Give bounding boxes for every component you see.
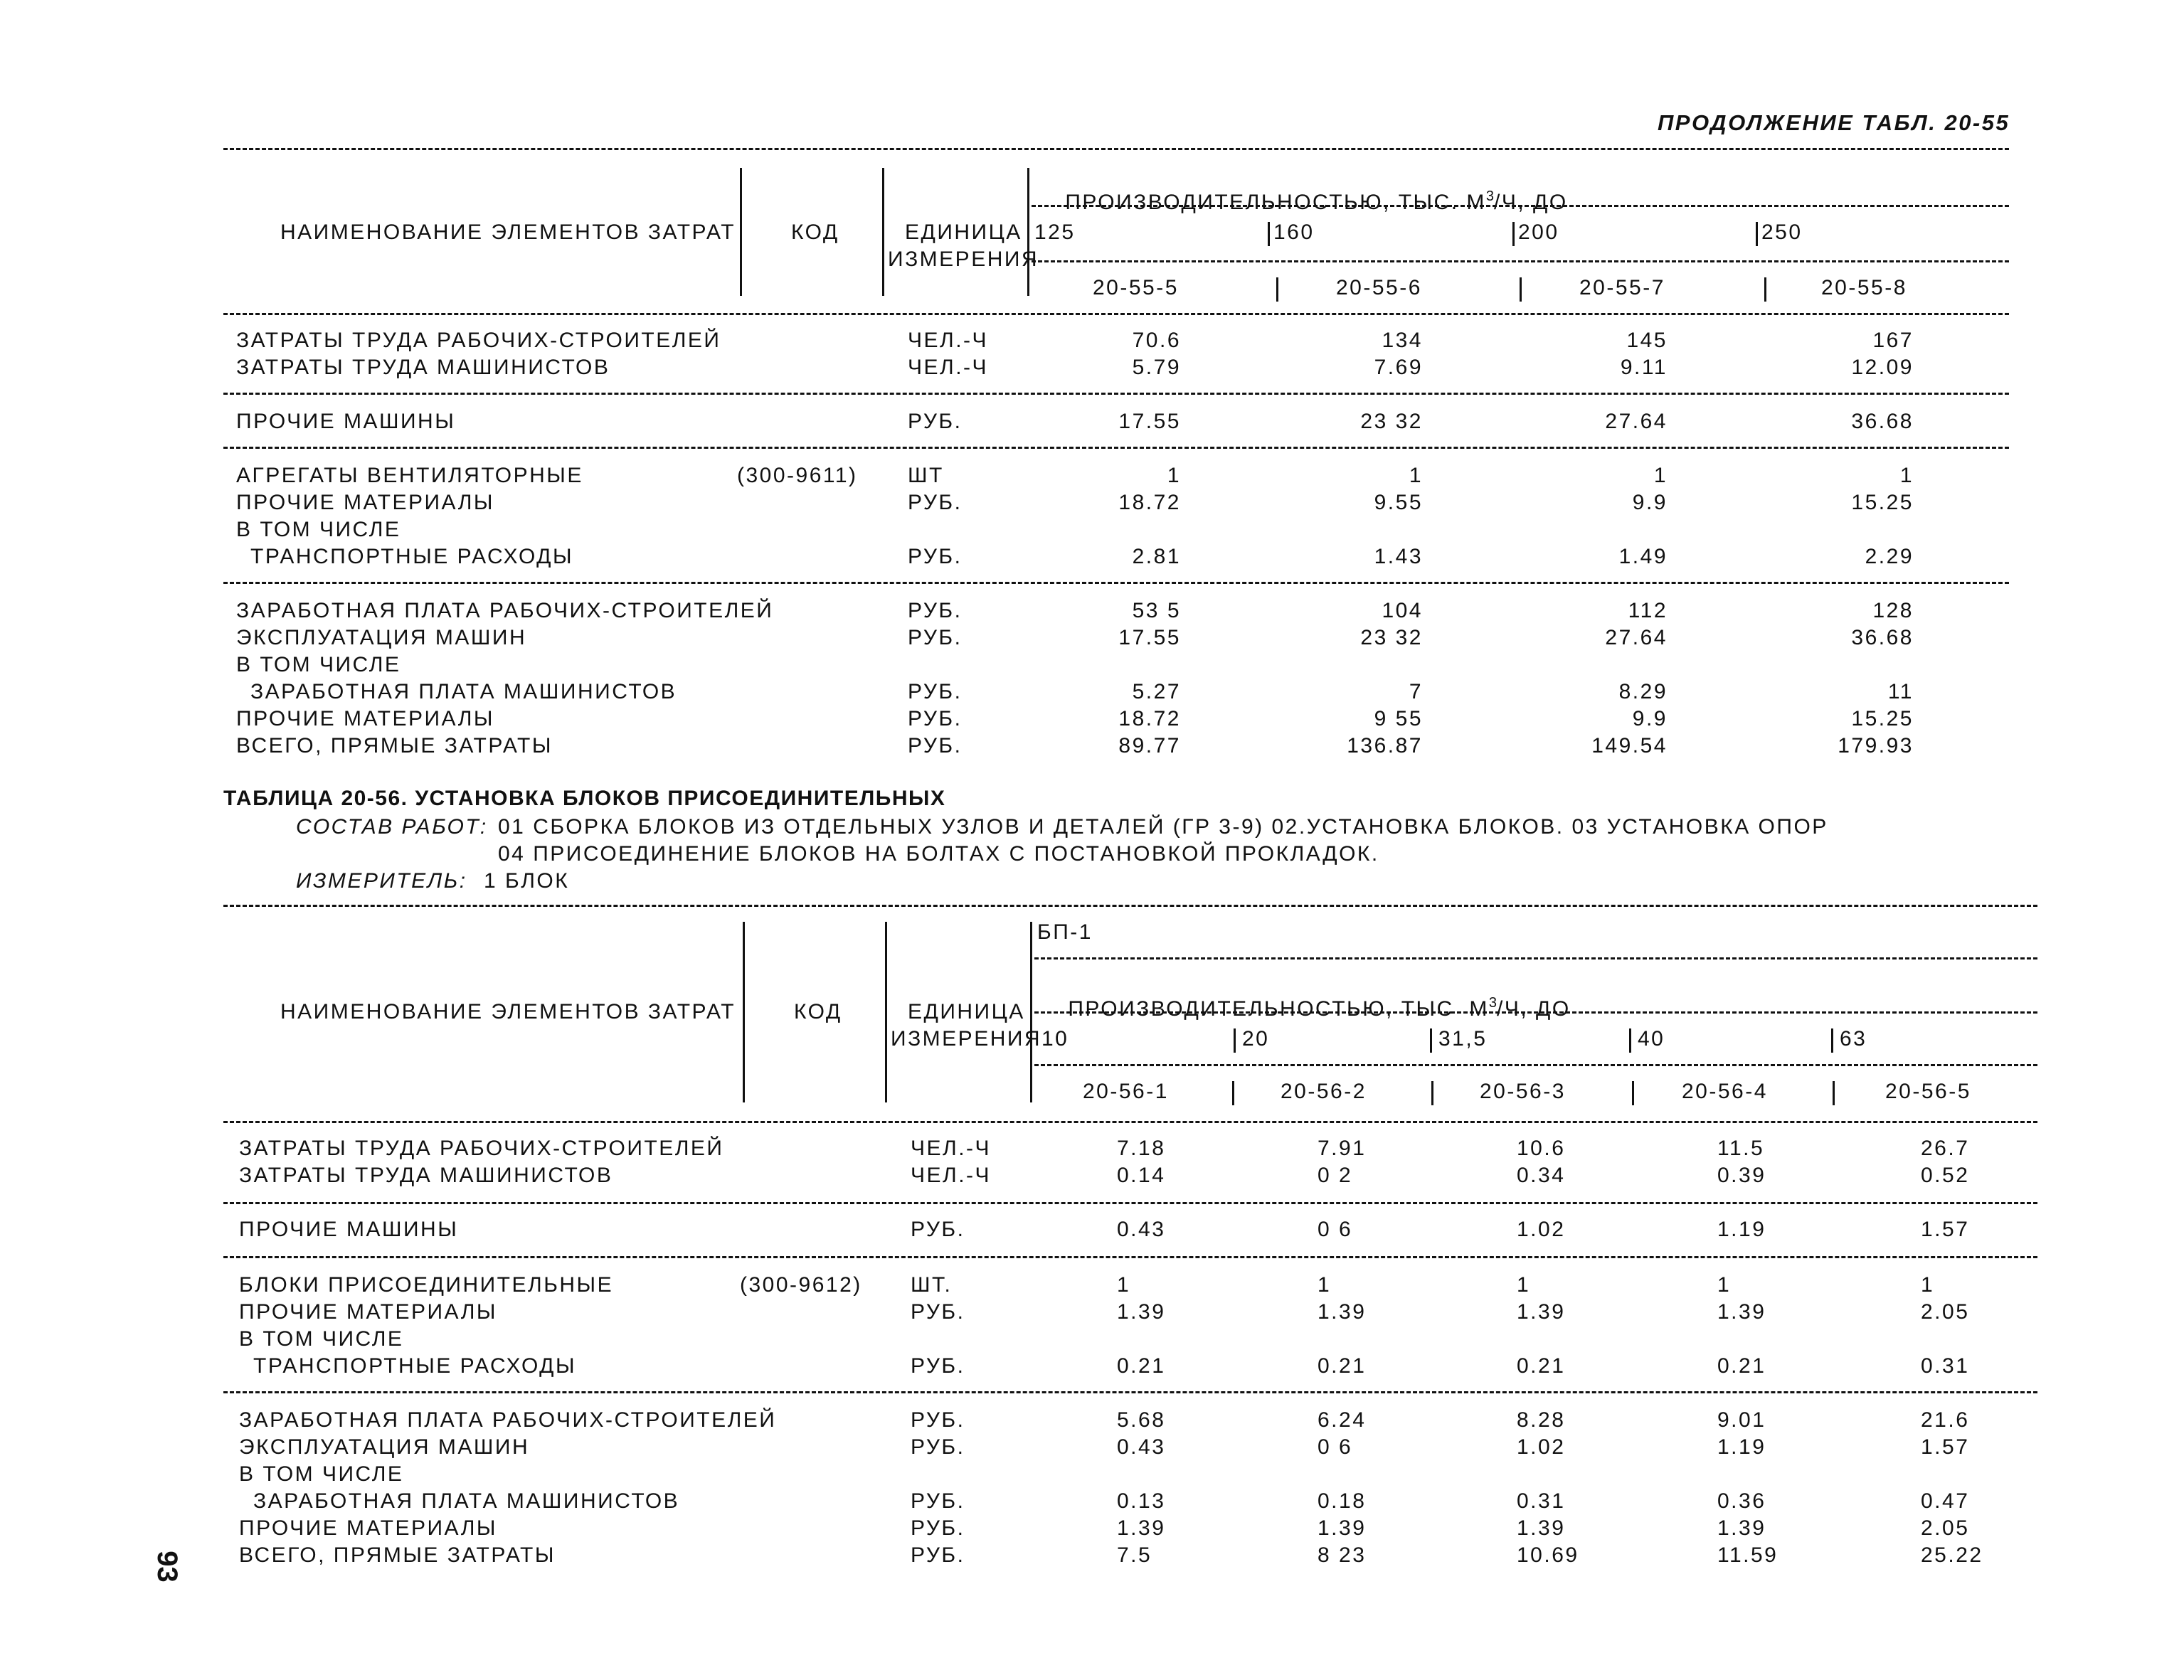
table2-row-value: 0.21 <box>1717 1354 1766 1378</box>
table1-row-value: 9.11 <box>1620 356 1668 379</box>
table2-code-divider <box>1431 1081 1433 1105</box>
table1-row-value: 27.64 <box>1605 626 1668 649</box>
table2-capacity-value: 40 <box>1638 1027 1665 1051</box>
table1-row-name: ПРОЧИЕ МАШИНЫ <box>236 410 456 433</box>
table2-row-value: 0.34 <box>1517 1164 1566 1187</box>
table2-row-value: 0.36 <box>1717 1489 1766 1513</box>
table2-row-value: 7.18 <box>1117 1137 1166 1160</box>
table2-row-value: 1.57 <box>1921 1435 1970 1459</box>
table2-row-name: ТРАНСПОРТНЫЕ РАСХОДЫ <box>253 1354 577 1378</box>
table1-column-code: 20-55-6 <box>1336 276 1422 299</box>
table2-row-name: ПРОЧИЕ МАШИНЫ <box>239 1218 459 1241</box>
table1-row-value: 1 <box>1409 464 1423 487</box>
table2-header-divider <box>1030 922 1032 1102</box>
continuation-title: ПРОДОЛЖЕНИЕ ТАБЛ. 20-55 <box>1658 110 2010 135</box>
table1-row-value: 70.6 <box>1132 329 1181 352</box>
table2-capacity-divider <box>1430 1028 1432 1053</box>
table1-row-value: 7 <box>1409 680 1423 703</box>
table2-header-divider <box>743 922 745 1102</box>
table1-column-code: 20-55-7 <box>1579 276 1665 299</box>
table2-row-value: 1.19 <box>1717 1435 1766 1459</box>
table1-capacity-value: 200 <box>1518 220 1559 244</box>
table2-row-name: ЗАТРАТЫ ТРУДА РАБОЧИХ-СТРОИТЕЛЕЙ <box>239 1137 724 1160</box>
table1-row-value: 18.72 <box>1118 707 1181 730</box>
table2-row-value: 11.59 <box>1717 1543 1779 1567</box>
table1-row-value: 2.81 <box>1132 545 1181 568</box>
table2-row-unit: РУБ. <box>911 1354 965 1378</box>
table2-row-value: 0.14 <box>1117 1164 1166 1187</box>
table2-code-divider <box>1833 1081 1835 1105</box>
table1-row-value: 9.9 <box>1632 707 1668 730</box>
table1-row-value: 136.87 <box>1347 734 1423 757</box>
table2-row-value: 1 <box>1517 1273 1531 1297</box>
table2-row-value: 6.24 <box>1318 1408 1367 1432</box>
table1-row-value: 7.69 <box>1374 356 1423 379</box>
table2-header-rule <box>1034 1011 2037 1014</box>
table1-row-value: 1 <box>1167 464 1181 487</box>
table2-row-value: 1.39 <box>1117 1516 1166 1540</box>
table2-row-value: 1.39 <box>1717 1300 1766 1324</box>
table2-row-value: 1.39 <box>1318 1300 1367 1324</box>
table2-code-divider <box>1632 1081 1634 1105</box>
table2-row-value: 0.21 <box>1318 1354 1367 1378</box>
table2-column-code: 20-56-3 <box>1480 1080 1566 1103</box>
table1-row-value: 36.68 <box>1851 410 1914 433</box>
table1-row-name: ЗАРАБОТНАЯ ПЛАТА РАБОЧИХ-СТРОИТЕЛЕЙ <box>236 599 774 622</box>
table1-row-value: 112 <box>1628 599 1668 622</box>
table1-header-divider <box>740 168 742 296</box>
table1-row-value: 11 <box>1887 680 1914 703</box>
table2-row-name: ЗАРАБОТНАЯ ПЛАТА МАШИНИСТОВ <box>253 1489 680 1513</box>
table1-row-name: ПРОЧИЕ МАТЕРИАЛЫ <box>236 707 494 730</box>
table2-row-unit: РУБ. <box>911 1489 965 1513</box>
table1-group-rule <box>223 393 2009 395</box>
table2-code-divider <box>1232 1081 1234 1105</box>
table1-row-value: 9.9 <box>1632 491 1668 514</box>
table2-row-value: 1.39 <box>1517 1516 1566 1540</box>
table1-row-value: 1 <box>1899 464 1914 487</box>
table1-row-value: 17.55 <box>1118 626 1181 649</box>
table1-row-unit: ШТ <box>908 464 944 487</box>
table2-row-value: 2.05 <box>1921 1516 1970 1540</box>
table1-row-unit: РУБ. <box>908 707 963 730</box>
table2-row-value: 1.57 <box>1921 1218 1970 1241</box>
table2-column-code: 20-56-5 <box>1885 1080 1971 1103</box>
table2-row-unit: РУБ. <box>911 1218 965 1241</box>
table2-column-code: 20-56-2 <box>1281 1080 1367 1103</box>
table1-row-value: 17.55 <box>1118 410 1181 433</box>
table1-row-unit: РУБ. <box>908 491 963 514</box>
table2-unit-col-header: ЕДИНИЦА <box>908 1000 1025 1024</box>
table2-capacity-divider <box>1234 1028 1236 1053</box>
table1-row-value: 9.55 <box>1374 491 1423 514</box>
table1-code-divider <box>1764 277 1766 302</box>
table2-row-value: 1 <box>1318 1273 1332 1297</box>
table1-row-value: 18.72 <box>1118 491 1181 514</box>
table1-row-value: 179.93 <box>1838 734 1914 757</box>
table2-group-rule <box>223 1256 2037 1258</box>
table2-capacity-divider <box>1831 1028 1833 1053</box>
table2-row-name: ВСЕГО, ПРЯМЫЕ ЗАТРАТЫ <box>239 1543 556 1567</box>
table1-row-name: ВСЕГО, ПРЯМЫЕ ЗАТРАТЫ <box>236 734 553 757</box>
table1-header-rule <box>1032 205 2009 207</box>
table1-column-code: 20-55-8 <box>1821 276 1907 299</box>
table2-row-value: 25.22 <box>1921 1543 1983 1567</box>
table1-group-rule <box>223 447 2009 449</box>
table1-capacity-divider <box>1756 222 1758 246</box>
page-number: 93 <box>151 1551 183 1583</box>
table2-row-value: 7.91 <box>1318 1137 1367 1160</box>
table1-unit-col-header: ЕДИНИЦА <box>905 220 1022 244</box>
table2-header-divider <box>885 922 887 1102</box>
table1-row-name: ЗАТРАТЫ ТРУДА РАБОЧИХ-СТРОИТЕЛЕЙ <box>236 329 721 352</box>
table2-header-rule <box>1034 957 2037 959</box>
table2-row-name: ПРОЧИЕ МАТЕРИАЛЫ <box>239 1300 497 1324</box>
table2-row-value: 21.6 <box>1921 1408 1970 1432</box>
table2-row-value: 0 2 <box>1318 1164 1353 1187</box>
table1-row-value: 1.49 <box>1618 545 1668 568</box>
table2-row-name: В ТОМ ЧИСЛЕ <box>239 1462 404 1486</box>
table2-row-value: 1.39 <box>1117 1300 1166 1324</box>
table1-row-value: 12.09 <box>1851 356 1914 379</box>
table2-name-col-header: НАИМЕНОВАНИЕ ЭЛЕМЕНТОВ ЗАТРАТ <box>280 1000 736 1024</box>
table1-row-value: 104 <box>1382 599 1423 622</box>
table1-row-name: В ТОМ ЧИСЛЕ <box>236 518 401 541</box>
table2-row-unit: РУБ. <box>911 1300 965 1324</box>
table2-unit-col-header: ИЗМЕРЕНИЯ <box>891 1027 1042 1051</box>
table2-row-name: ЭКСПЛУАТАЦИЯ МАШИН <box>239 1435 530 1459</box>
table1-row-value: 89.77 <box>1118 734 1181 757</box>
table2-row-value: 1.39 <box>1318 1516 1367 1540</box>
table2-row-value: 5.68 <box>1117 1408 1166 1432</box>
table2-row-value: 1 <box>1717 1273 1732 1297</box>
table1-capacity-value: 125 <box>1034 220 1076 244</box>
table2-row-value: 0.31 <box>1517 1489 1566 1513</box>
table2-row-value: 8 23 <box>1318 1543 1367 1567</box>
table1-row-value: 36.68 <box>1851 626 1914 649</box>
table2-row-name: ПРОЧИЕ МАТЕРИАЛЫ <box>239 1516 497 1540</box>
table1-row-code: (300-9611) <box>737 464 858 487</box>
table1-row-unit: РУБ. <box>908 626 963 649</box>
table1-row-value: 15.25 <box>1851 707 1914 730</box>
table2-row-unit: РУБ. <box>911 1408 965 1432</box>
table1-header-divider <box>882 168 884 296</box>
table1-row-value: 9 55 <box>1374 707 1423 730</box>
table1-row-unit: РУБ. <box>908 680 963 703</box>
table2-row-name: ЗАРАБОТНАЯ ПЛАТА РАБОЧИХ-СТРОИТЕЛЕЙ <box>239 1408 777 1432</box>
table2-row-name: БЛОКИ ПРИСОЕДИНИТЕЛЬНЫЕ <box>239 1273 614 1297</box>
table2-row-value: 1 <box>1117 1273 1131 1297</box>
table1-row-name: ПРОЧИЕ МАТЕРИАЛЫ <box>236 491 494 514</box>
table1-row-value: 15.25 <box>1851 491 1914 514</box>
table1-code-divider <box>1276 277 1278 302</box>
table2-row-value: 2.05 <box>1921 1300 1970 1324</box>
table1-row-value: 27.64 <box>1605 410 1668 433</box>
table2-row-value: 1.39 <box>1517 1300 1566 1324</box>
table2-row-value: 9.01 <box>1717 1408 1766 1432</box>
composition-label: СОСТАВ РАБОТ: <box>296 815 488 839</box>
table2-row-value: 1 <box>1921 1273 1935 1297</box>
table2-capacity-value: 31,5 <box>1438 1027 1488 1051</box>
table2-row-value: 0 6 <box>1318 1218 1353 1241</box>
table2-row-unit: РУБ. <box>911 1543 965 1567</box>
table1-perf-heading: ПРОИЗВОДИТЕЛЬНОСТЬЮ, ТЫС. $М^3/Ч$, ДО <box>1065 188 1568 214</box>
table2-column-code: 20-56-4 <box>1682 1080 1768 1103</box>
table2-group-heading: БП-1 <box>1037 920 1093 944</box>
table1-row-name: В ТОМ ЧИСЛЕ <box>236 653 401 676</box>
table1-row-value: 8.29 <box>1618 680 1668 703</box>
table1-header-bottom-rule <box>223 313 2009 315</box>
table1-row-name: АГРЕГАТЫ ВЕНТИЛЯТОРНЫЕ <box>236 464 583 487</box>
table1-row-unit: РУБ. <box>908 734 963 757</box>
table1-unit-col-header: ИЗМЕРЕНИЯ <box>888 248 1039 271</box>
table1-row-name: ЭКСПЛУАТАЦИЯ МАШИН <box>236 626 527 649</box>
table2-row-unit: ШТ. <box>911 1273 953 1297</box>
table2-capacity-value: 10 <box>1041 1027 1069 1051</box>
table2-row-value: 0.39 <box>1717 1164 1766 1187</box>
table2-row-value: 0.43 <box>1117 1435 1166 1459</box>
table1-row-value: 53 5 <box>1132 599 1181 622</box>
table2-row-code: (300-9612) <box>740 1273 862 1297</box>
table1-row-value: 1.43 <box>1374 545 1423 568</box>
table1-group-rule <box>223 582 2009 584</box>
table1-capacity-divider <box>1512 222 1515 246</box>
composition-line-2: 04 ПРИСОЕДИНЕНИЕ БЛОКОВ НА БОЛТАХ С ПОСТАНОВКОЙ ПРОКЛАДОК. <box>498 842 1379 866</box>
table2-row-name: В ТОМ ЧИСЛЕ <box>239 1327 404 1351</box>
table2-group-rule <box>223 1391 2037 1393</box>
table2-row-value: 26.7 <box>1921 1137 1970 1160</box>
table2-row-unit: РУБ. <box>911 1435 965 1459</box>
table1-row-value: 134 <box>1382 329 1423 352</box>
table2-row-value: 0.13 <box>1117 1489 1166 1513</box>
table1-row-value: 1 <box>1653 464 1668 487</box>
table2-row-value: 0 6 <box>1318 1435 1353 1459</box>
table1-row-unit: РУБ. <box>908 545 963 568</box>
table2-code-col-header: КОД <box>794 1000 842 1024</box>
table1-capacity-divider <box>1268 222 1270 246</box>
table1-row-unit: ЧЕЛ.-Ч <box>908 356 989 379</box>
table1-row-unit: ЧЕЛ.-Ч <box>908 329 989 352</box>
table1-capacity-value: 160 <box>1273 220 1315 244</box>
table1-top-rule <box>223 148 2009 150</box>
table1-row-value: 167 <box>1872 329 1914 352</box>
table1-row-name: ЗАТРАТЫ ТРУДА МАШИНИСТОВ <box>236 356 610 379</box>
table2-row-value: 1.19 <box>1717 1218 1766 1241</box>
table1-row-value: 149.54 <box>1591 734 1668 757</box>
meter-value: 1 БЛОК <box>484 869 570 893</box>
table2-row-value: 10.69 <box>1517 1543 1579 1567</box>
table1-row-value: 5.79 <box>1132 356 1181 379</box>
table1-row-value: 128 <box>1872 599 1914 622</box>
table1-row-unit: РУБ. <box>908 599 963 622</box>
table1-row-value: 23 32 <box>1360 626 1423 649</box>
table1-row-value: 23 32 <box>1360 410 1423 433</box>
table2-perf-heading: ПРОИЗВОДИТЕЛЬНОСТЬЮ, ТЫС $М^3/Ч$, ДО <box>1068 995 1571 1021</box>
meter-label: ИЗМЕРИТЕЛЬ: <box>296 869 467 893</box>
table2-header-bottom-rule <box>223 1121 2037 1123</box>
table2-row-unit: ЧЕЛ.-Ч <box>911 1137 992 1160</box>
table1-row-value: 2.29 <box>1865 545 1914 568</box>
table1-header-rule <box>1032 260 2009 262</box>
table2-row-value: 0.18 <box>1318 1489 1367 1513</box>
table2-row-value: 0.31 <box>1921 1354 1970 1378</box>
table1-capacity-value: 250 <box>1761 220 1803 244</box>
table2-row-value: 7.5 <box>1117 1543 1152 1567</box>
table2-capacity-value: 20 <box>1242 1027 1270 1051</box>
table1-row-name: ТРАНСПОРТНЫЕ РАСХОДЫ <box>250 545 574 568</box>
table2-row-value: 1.02 <box>1517 1218 1566 1241</box>
table2-group-rule <box>223 1202 2037 1204</box>
table2-row-value: 1.02 <box>1517 1435 1566 1459</box>
table2-row-value: 0.52 <box>1921 1164 1970 1187</box>
table1-header-divider <box>1027 168 1029 296</box>
table2-capacity-value: 63 <box>1840 1027 1867 1051</box>
table2-row-value: 8.28 <box>1517 1408 1566 1432</box>
table1-row-name: ЗАРАБОТНАЯ ПЛАТА МАШИНИСТОВ <box>250 680 677 703</box>
table2-header-rule <box>1034 1064 2037 1066</box>
table1-column-code: 20-55-5 <box>1093 276 1179 299</box>
table1-row-value: 145 <box>1626 329 1668 352</box>
table2-row-value: 11.5 <box>1717 1137 1765 1160</box>
table1-code-col-header: КОД <box>791 220 839 244</box>
table2-row-unit: РУБ. <box>911 1516 965 1540</box>
table1-name-col-header: НАИМЕНОВАНИЕ ЭЛЕМЕНТОВ ЗАТРАТ <box>280 220 736 244</box>
table1-code-divider <box>1520 277 1522 302</box>
table2-row-unit: ЧЕЛ.-Ч <box>911 1164 992 1187</box>
table1-row-value: 5.27 <box>1132 680 1181 703</box>
table1-row-unit: РУБ. <box>908 410 963 433</box>
table2-row-value: 1.39 <box>1717 1516 1766 1540</box>
table2-row-value: 0.43 <box>1117 1218 1166 1241</box>
table2-row-name: ЗАТРАТЫ ТРУДА МАШИНИСТОВ <box>239 1164 613 1187</box>
table2-column-code: 20-56-1 <box>1083 1080 1169 1103</box>
table2-row-value: 0.47 <box>1921 1489 1970 1513</box>
table2-row-value: 0.21 <box>1117 1354 1166 1378</box>
table2-title: ТАБЛИЦА 20-56. УСТАНОВКА БЛОКОВ ПРИСОЕДИНИТЕЛЬНЫХ <box>223 787 946 810</box>
table2-capacity-divider <box>1629 1028 1631 1053</box>
composition-line-1: 01 СБОРКА БЛОКОВ ИЗ ОТДЕЛЬНЫХ УЗЛОВ И ДЕТАЛЕЙ (ГР 3-9) 02.УСТАНОВКА БЛОКОВ. 03 УСТАНОВКА ОПОР <box>498 815 1828 839</box>
table2-row-value: 10.6 <box>1517 1137 1566 1160</box>
table2-top-rule <box>223 905 2037 907</box>
table2-row-value: 0.21 <box>1517 1354 1566 1378</box>
